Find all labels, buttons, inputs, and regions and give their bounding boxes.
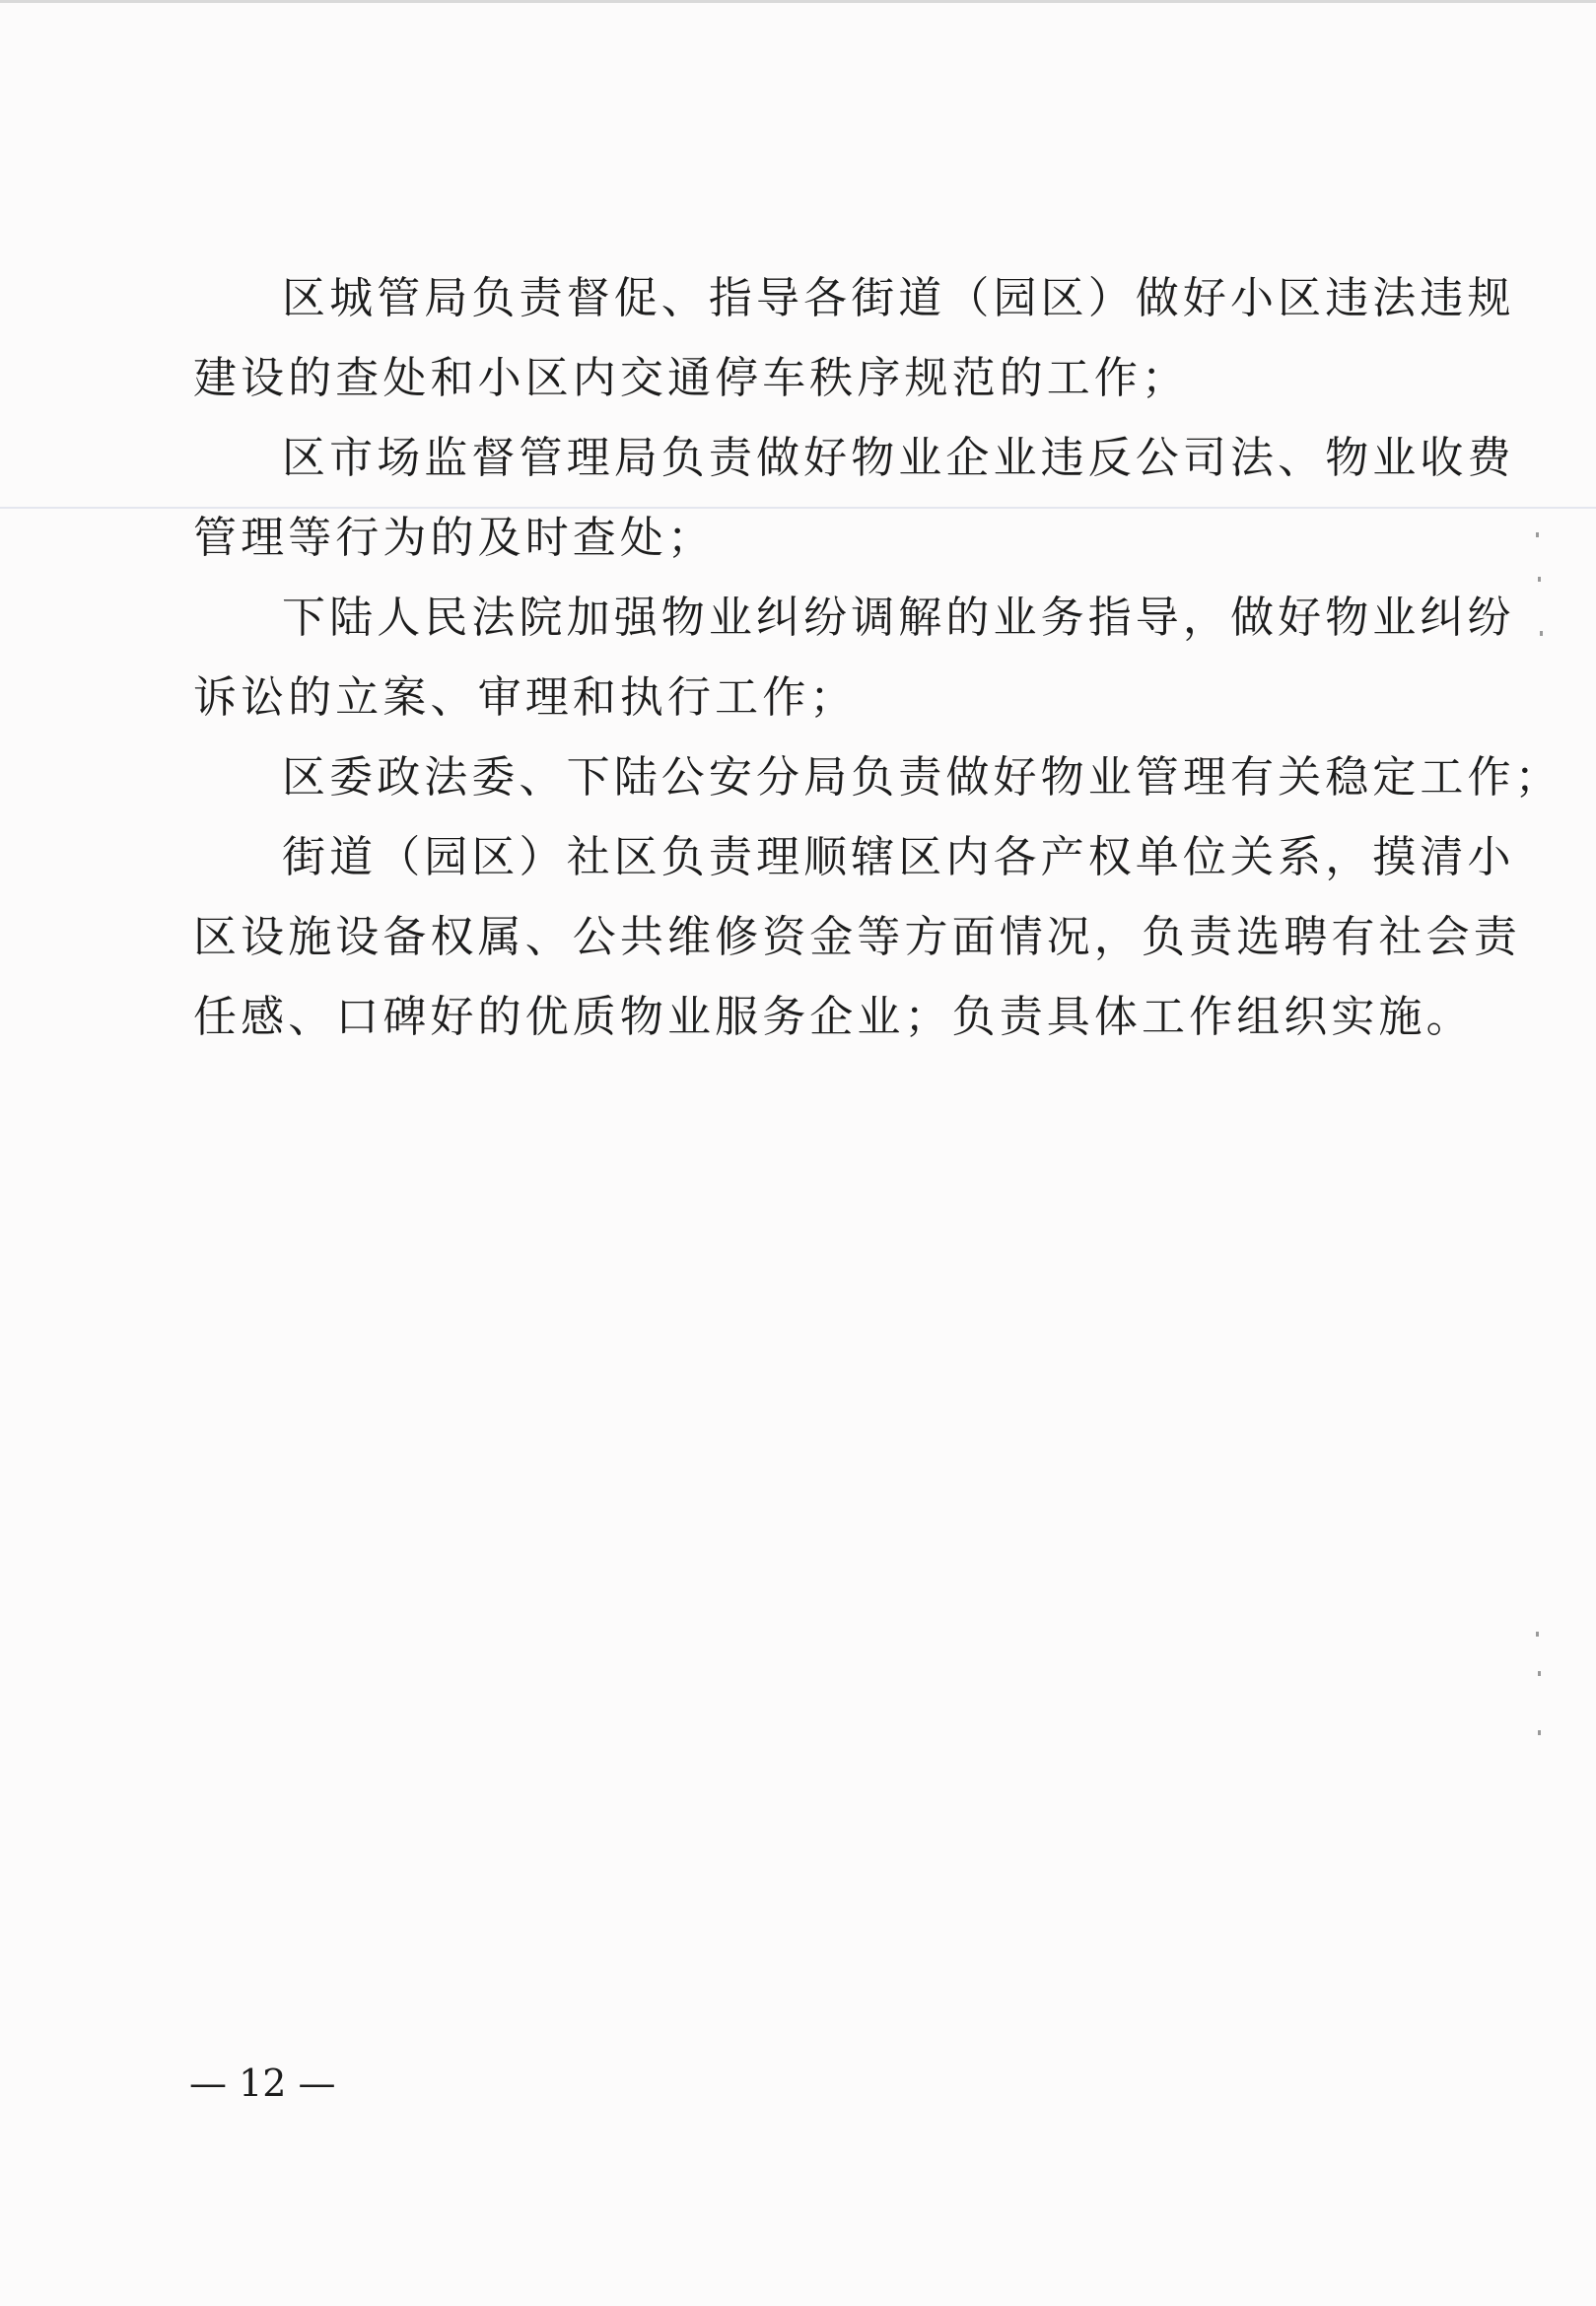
text-line: 区城管局负责督促、指导各街道（园区）做好小区违法违规 bbox=[282, 273, 1515, 323]
text-line: 诉讼的立案、审理和执行工作； bbox=[193, 672, 858, 723]
text-line: 区市场监督管理局负责做好物业企业违反公司法、物业收费 bbox=[282, 433, 1515, 483]
paragraph-street-community bbox=[193, 817, 1521, 1057]
text-line: 建设的查处和小区内交通停车秩序规范的工作； bbox=[193, 353, 1190, 403]
text-line: 区委政法委、下陆公安分局负责做好物业管理有关稳定工作； bbox=[282, 752, 1562, 803]
paragraph-political-legal bbox=[193, 737, 1562, 817]
page-number: — 12 — bbox=[189, 2061, 336, 2105]
paragraph-city-management bbox=[193, 258, 1515, 418]
text-line: 区设施设备权属、公共维修资金等方面情况，负责选聘有社会责 bbox=[193, 912, 1521, 962]
scan-speck bbox=[1538, 577, 1541, 582]
text-line: 下陆人民法院加强物业纠纷调解的业务指导，做好物业纠纷 bbox=[282, 593, 1515, 643]
paragraph-court bbox=[193, 578, 1515, 737]
scan-speck bbox=[1536, 1632, 1539, 1637]
scan-speck bbox=[1540, 631, 1543, 636]
text-line: 管理等行为的及时查处； bbox=[193, 513, 716, 563]
scan-speck bbox=[1538, 1730, 1541, 1735]
text-line: 任感、口碑好的优质物业服务企业；负责具体工作组织实施。 bbox=[193, 992, 1474, 1042]
text-line: 街道（园区）社区负责理顺辖区内各产权单位关系，摸清小 bbox=[282, 832, 1515, 882]
scan-speck bbox=[1536, 532, 1539, 537]
document-body bbox=[193, 258, 1562, 1057]
scan-speck bbox=[1538, 1671, 1541, 1676]
paragraph-market-supervision bbox=[193, 418, 1515, 578]
scan-top-edge bbox=[0, 0, 1596, 3]
